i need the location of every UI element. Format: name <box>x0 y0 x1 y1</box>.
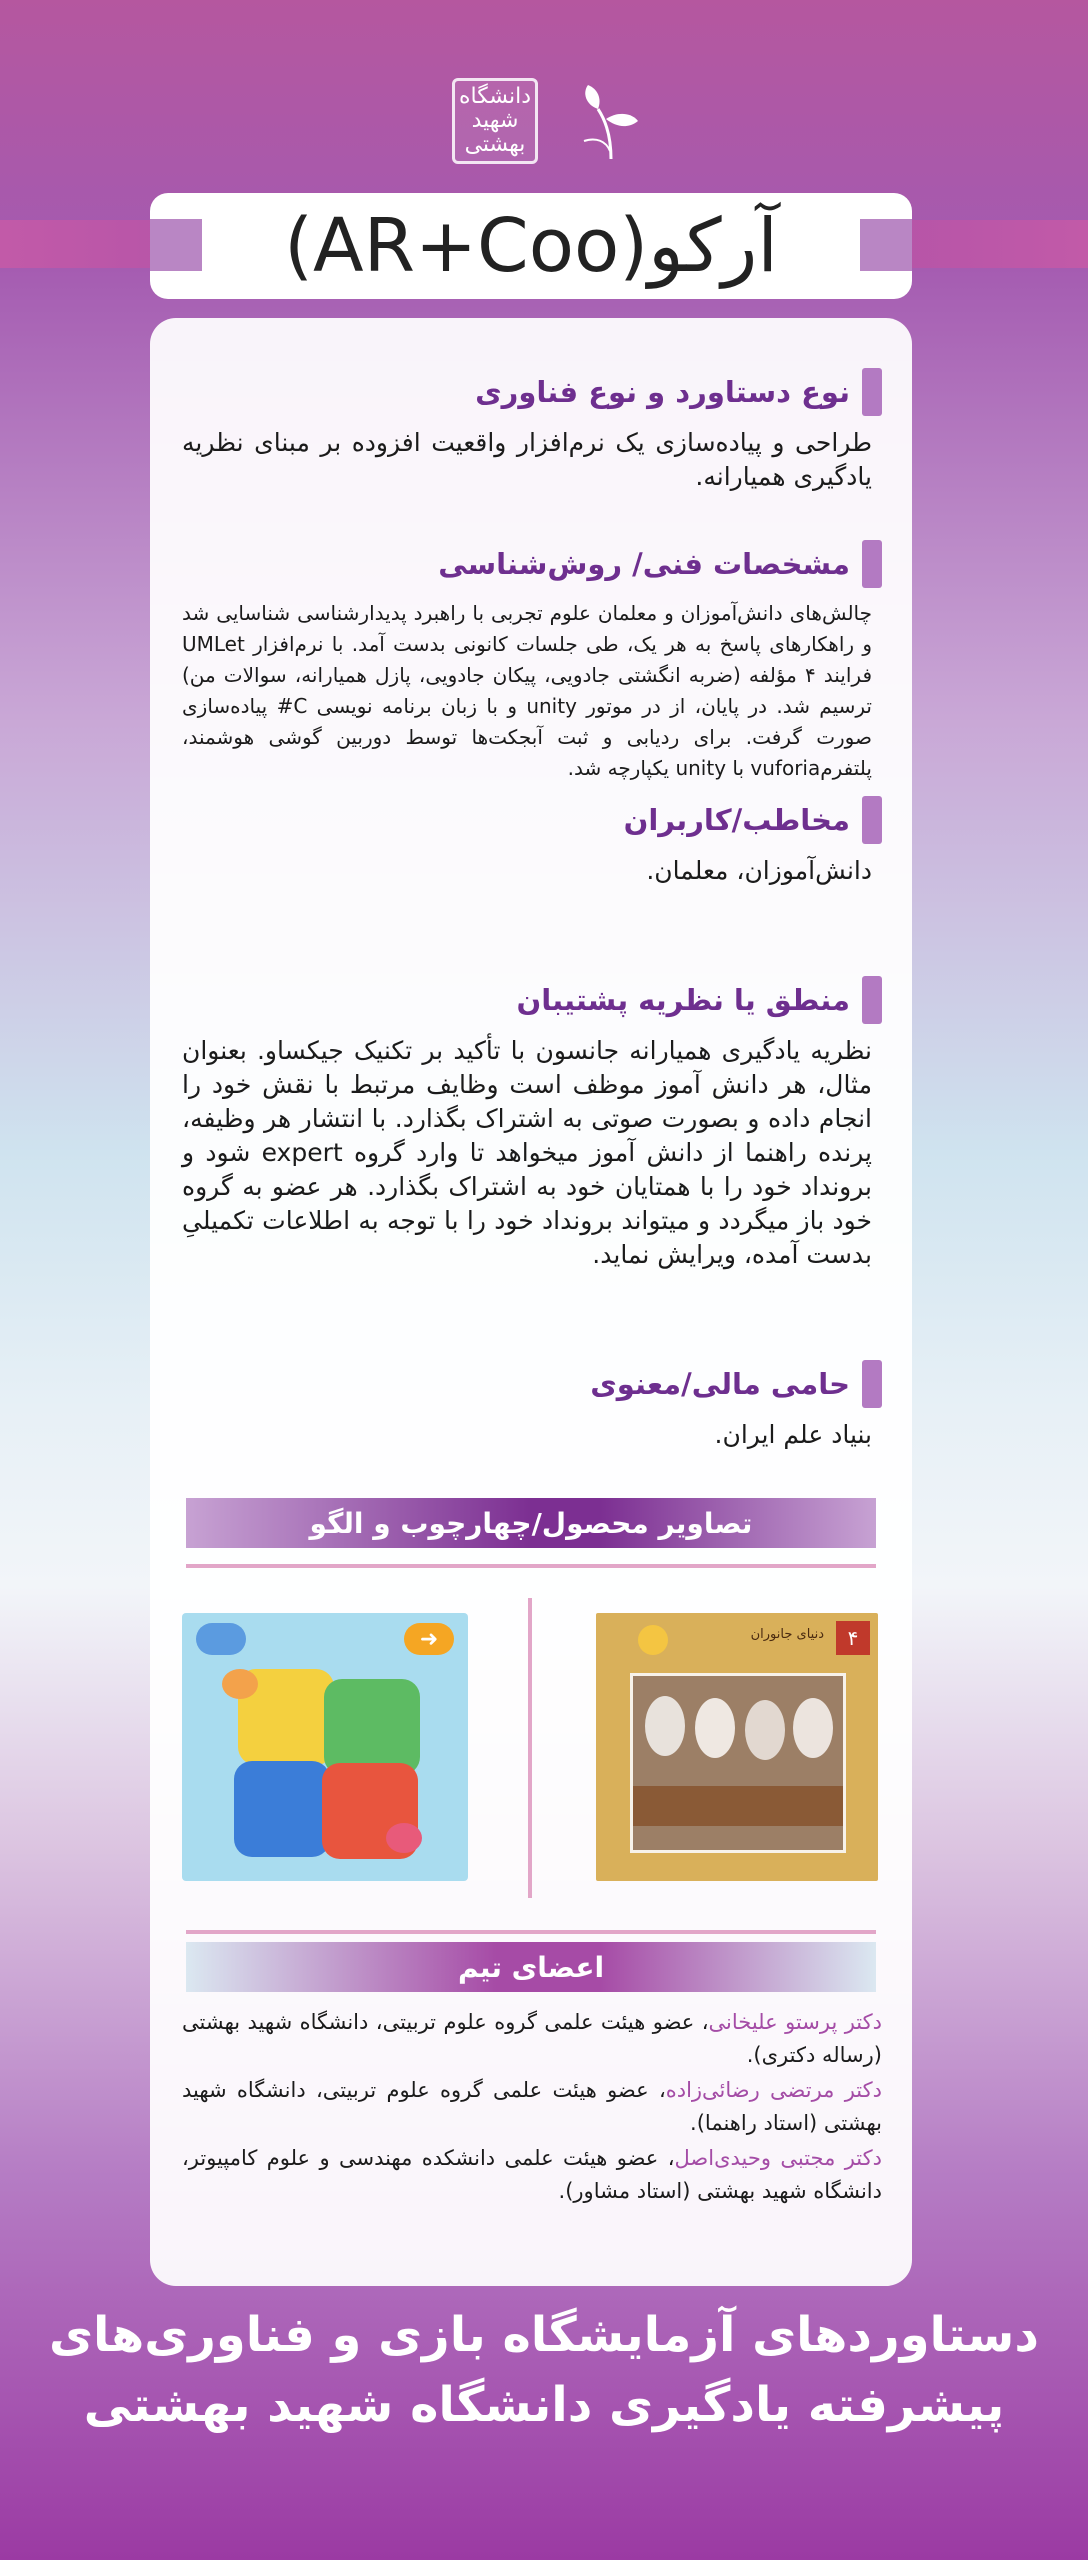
section-body: نظریه یادگیری همیارانه جانسون با تأکید بر تکنیک جیکساو. بعنوان مثال، هر دانش آموز موظف است وظایف مرتبط با نقش خود را انجام داده و بصورت صوتی به اشتراک بگذارد. با انتشار هر وظیفه، پرنده راهنما از دانش آموز میخواهد تا وارد گروه expert شود و برونداد خود را با همتایان خود به اشتراک بگذارد. هر عضو به گروه خود باز میگردد و میتواند برونداد خود را با توجه به اطلاعات تکمیلیِ بدست آمده، ویرایش نماید. <box>182 1036 872 1269</box>
team-member <box>182 2142 882 2208</box>
sun-icon <box>638 1625 668 1655</box>
plant-logo-icon <box>568 78 654 164</box>
section-marker <box>862 1360 882 1408</box>
title-wing-left <box>150 219 202 271</box>
section-header <box>182 1360 882 1408</box>
section-sponsor <box>182 1360 882 1452</box>
divider <box>186 1930 876 1934</box>
section-technical-specs <box>182 540 882 784</box>
section-header <box>182 540 882 588</box>
section-marker <box>862 540 882 588</box>
team-banner: اعضای تیم <box>186 1942 876 1992</box>
section-body: چالش‌های دانش‌آموزان و معلمان علوم تجربی با راهبرد پدیدارشناسی شناسایی شد و راهکارهای پاسخ به هر یک، طی جلسات کانونی بدست آمد. با نرم‌افزار UMLet فرایند ۴ مؤلفه (ضربه انگشتی جادویی، پیکان جادویی، پازل همیارانه، سوالات من) ترسیم شد. در پایان، از در موتور unity و با زبان برنامه نویسی C# پیاده‌سازی صورت گرفت. برای ردیابی و ثبت آبجکت‌ها توسط دوربین گوشی هوشمند، پلتفرمvuforia با unity یکپارچه شد. <box>182 601 872 780</box>
section-title: مشخصات فنی/ روش‌شناسی <box>438 547 850 581</box>
member-name: دکتر مجتبی وحیدی‌اصل <box>674 2146 882 2170</box>
puzzle-piece-blue <box>234 1761 330 1857</box>
section-body: دانش‌آموزان، معلمان. <box>646 856 872 885</box>
team-list <box>182 2006 882 2210</box>
section-header <box>182 368 882 416</box>
member-desc: ، عضو هیئت علمی گروه علوم تربیتی، دانشگاه شهید بهشتی (استاد راهنما). <box>182 2078 882 2135</box>
section-body: بنیاد علم ایران. <box>714 1420 872 1449</box>
member-desc: ، عضو هیئت علمی گروه علوم تربیتی، دانشگاه شهید بهشتی (رساله دکتری). <box>182 2010 882 2067</box>
divider <box>186 1564 876 1568</box>
puzzle-screenshot <box>182 1613 468 1881</box>
section-marker <box>862 368 882 416</box>
member-desc: ، عضو هیئت علمی دانشکده مهندسی و علوم کامپیوتر، دانشگاه شهید بهشتی (استاد مشاور). <box>182 2146 882 2203</box>
section-title: نوع دستاورد و نوع فناوری <box>475 375 850 409</box>
section-title: منطق یا نظریه پشتیبان <box>516 983 850 1017</box>
section-marker <box>862 796 882 844</box>
section-achievement-type <box>182 368 882 494</box>
footer-line-2: پیشرفته یادگیری دانشگاه شهید بهشتی <box>83 2377 1005 2433</box>
university-logo-text: دانشگاه شهید بهشتی <box>458 84 532 157</box>
photo-frame <box>630 1673 846 1853</box>
page-badge: ۴ <box>836 1621 870 1655</box>
logo-row <box>0 78 1088 164</box>
section-body: طراحی و پیاده‌سازی یک نرم‌افزار واقعیت افزوده بر مبنای نظریه یادگیری همیارانه. <box>182 428 872 491</box>
section-header <box>182 796 882 844</box>
smiley-icon <box>386 1823 422 1853</box>
member-name: دکتر مرتضی رضائی‌زاده <box>665 2078 882 2102</box>
section-audience <box>182 796 882 888</box>
classroom-photo <box>596 1613 878 1881</box>
puzzle-piece-green <box>324 1679 420 1775</box>
team-member <box>182 2074 882 2140</box>
back-button-icon <box>196 1623 246 1655</box>
university-logo <box>452 78 538 164</box>
section-title: حامی مالی/معنوی <box>590 1367 850 1401</box>
vertical-divider <box>528 1598 532 1898</box>
section-header <box>182 976 882 1024</box>
title-card <box>150 193 912 299</box>
content-card <box>150 318 912 2286</box>
next-arrow-icon: ➜ <box>404 1623 454 1655</box>
section-marker <box>862 976 882 1024</box>
smiley-icon <box>222 1669 258 1699</box>
title-wing-right <box>860 219 912 271</box>
images-banner: تصاویر محصول/چهارچوب و الگو <box>186 1498 876 1548</box>
section-title: مخاطب/کاربران <box>623 803 850 837</box>
photo-caption: دنیای جانوران <box>750 1627 824 1642</box>
section-theory <box>182 976 882 1272</box>
member-name: دکتر پرستو علیخانی <box>708 2010 882 2034</box>
footer-title <box>0 2300 1088 2440</box>
team-member <box>182 2006 882 2072</box>
footer-line-1: دستاوردهای آزمایشگاه بازی و فناوری‌های <box>49 2307 1039 2363</box>
page-title: آرکو(AR+Coo) <box>284 203 778 289</box>
